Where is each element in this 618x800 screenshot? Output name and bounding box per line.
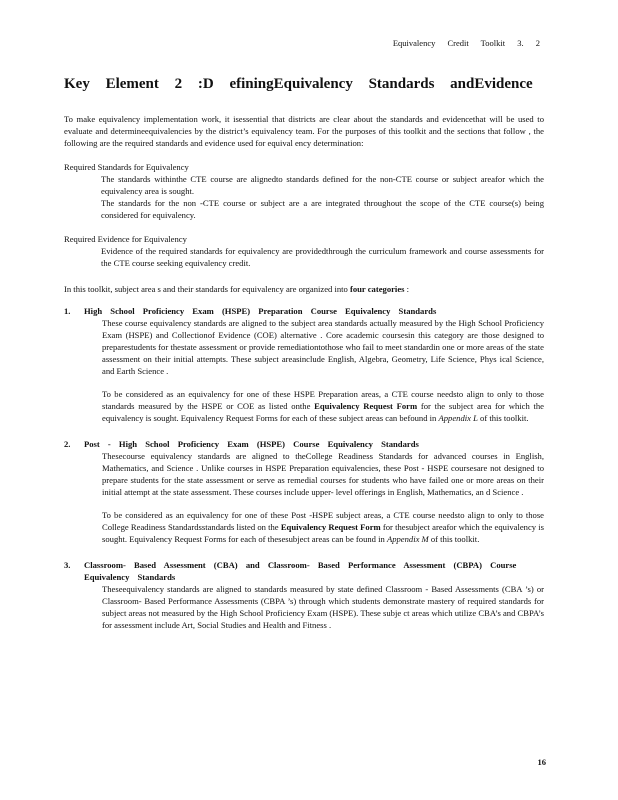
- list-item-text: The standards withinthe CTE course are alignedto standards defined for the non-CTE course or subject areafor which the equivalency area is sought.: [101, 174, 544, 196]
- category-body: [84, 450, 544, 545]
- category-body: [84, 317, 544, 424]
- category-item: [64, 305, 544, 424]
- categories-intro: [64, 283, 544, 295]
- evidence-list: [64, 245, 544, 269]
- page-number: 16: [537, 757, 546, 767]
- category-paragraph: Theseequivalency standards are aligned to standards measured by state defined Classroom - Based Assessments (CBA ’s) or Classroom- Based Performance Assessments (CBPA ’s) through which students demonstrate mastery of required standards for subject areas not measured by the High School Proficiency Exam (HSPE). These subje ct areas which utilize CBA’s and CBPA’s for assessment include Art, Social Studies and Health and Fitness .: [102, 584, 544, 630]
- main-content: [64, 113, 544, 631]
- category-number: 3.: [64, 560, 71, 570]
- categories-intro-bold: four categories: [349, 284, 405, 294]
- category-title: Classroom- Based Assessment (CBA) and Classroom- Based Performance Assessment (CBPA) Course Equivalency Standards: [84, 560, 517, 582]
- category-paragraph: [102, 388, 544, 424]
- form-name: Equivalency Request Form: [280, 522, 381, 532]
- form-name: Equivalency Request Form: [314, 401, 418, 411]
- category-item: [64, 438, 544, 545]
- categories-intro-end: :: [406, 284, 410, 294]
- list-item-text: Evidence of the required standards for equivalency are providedthrough the curriculum framework and course assessments for the CTE course seeking equivalency credit.: [101, 246, 544, 268]
- list-item: [64, 245, 544, 269]
- paragraph-text: of this toolkit.: [430, 534, 480, 544]
- paragraph-text: of this toolkit.: [480, 413, 529, 423]
- running-header: Equivalency Credit Toolkit 3. 2: [392, 38, 540, 48]
- category-body: [84, 583, 544, 631]
- list-item: [64, 173, 544, 197]
- list-item: [64, 197, 544, 221]
- evidence-heading: Required Evidence for Equivalency: [64, 234, 187, 244]
- category-paragraph: Thesecourse equivalency standards are aligned to theCollege Readiness Standards for advanced courses in English, Mathematics, and Science . Unlike courses in HSPE Preparation equivalencies, these Post - HSPE coursesare not designed to prepare students for the state assessment or serve as remedial courses for students who have failed one or more areas on their initial attempt at the state assessment. These courses include upper- level offerings in English, Mathematics, an d Science .: [102, 451, 544, 497]
- category-paragraph: These course equivalency standards are aligned to the subject area standards actually measured by the High School Proficiency Exam (HSPE) and Collectionof Evidence (COE) alternative . Core academic coursesin this category are those designed to preparestudents for thestate assessment or provide remediationtothose who fail to meet standardin one or more areas of the state assessment on their initial attempts. These subject areasinclude English, Algebra, Geometry, Life Science, Phys ical Science, and Earth Science .: [102, 318, 544, 376]
- categories-list: [64, 305, 544, 631]
- paragraph-text: for the subject area for which the equivalency is sought. Equivalency Request Forms for each of these subject areas can befound in: [102, 401, 544, 423]
- category-number: 1.: [64, 306, 71, 316]
- categories-intro-text: In this toolkit, subject area s and their standards for equivalency are organized into: [64, 284, 348, 294]
- paragraph-text: To be considered as an equivalency for one of these HSPE Preparation areas, a CTE course needsto align to only to those standards measured by the HSPE or COE as listed onthe: [102, 389, 544, 411]
- appendix-reference: Appendix L: [438, 413, 478, 423]
- category-title: Post - High School Proficiency Exam (HSPE) Course Equivalency Standards: [84, 439, 419, 449]
- page-title: Key Element 2 :D efiningEquivalency Standards andEvidence: [64, 76, 533, 92]
- paragraph-text: for thesubject areafor which the equivalency is sought. Equivalency Request Forms for each of thesesubject areas can be found in: [102, 522, 544, 544]
- paragraph-text: To be considered as an equivalency for one of these Post -HSPE subject areas, a CTE course needsto align to only to those College Readiness Standardsstandards listed on the: [102, 510, 544, 532]
- list-item-text: The standards for the non -CTE course or subject are a are integrated throughout the scope of the CTE course(s) being considered for equivalency.: [101, 198, 544, 220]
- category-number: 2.: [64, 439, 71, 449]
- appendix-reference: Appendix M: [386, 534, 429, 544]
- category-paragraph: [102, 509, 544, 545]
- standards-heading: Required Standards for Equivalency: [64, 162, 189, 172]
- category-item: [64, 559, 544, 631]
- standards-list: [64, 173, 544, 221]
- intro-paragraph: To make equivalency implementation work, it isessential that districts are clear about the standards and evidencethat will be used to evaluate and determineequivalencies by the district’s equivalency team. For the purposes of this toolkit and the sections that follow , the following are the required standards and evidence used for equival ency determination:: [64, 114, 544, 148]
- category-title: High School Proficiency Exam (HSPE) Preparation Course Equivalency Standards: [84, 306, 437, 316]
